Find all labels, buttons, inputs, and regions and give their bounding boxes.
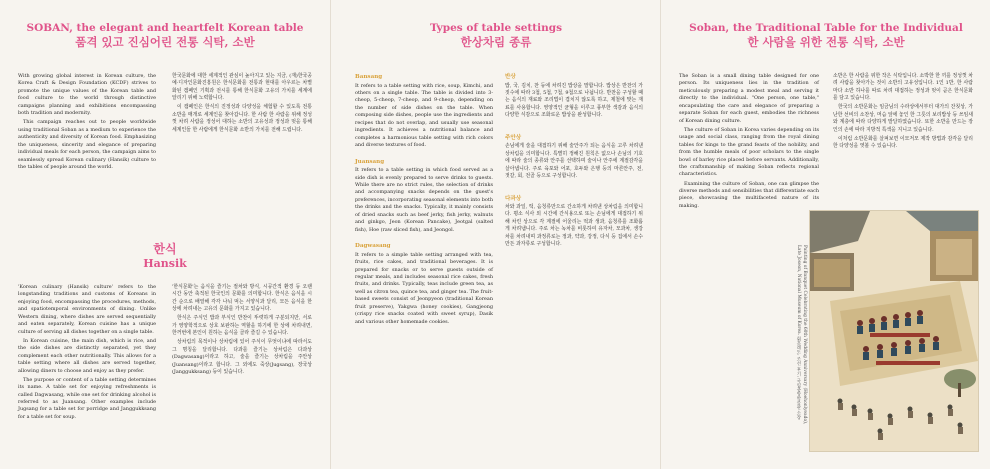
banquet-painting xyxy=(809,210,979,452)
panel-soban xyxy=(660,0,990,469)
paragraph: 한국의 소반문화는 임금님의 수라상에서부터 대가의 잔칫상, 가난한 선비의 소찬상, 머슴 앞에 놓인 한 그릇의 보리밥상 등 쓰임새와 계층에 따라 다양하게 발달하였습니다. 또한 소반을 만드는 장인의 손에 따라 지방적 특색을 지니고 있습니다. xyxy=(833,104,973,133)
panel-table-types xyxy=(330,0,660,469)
type-heading: Dagwasang xyxy=(355,243,391,250)
paragraph: 이 캠페인은 한식의 진정성과 다양성을 체험할 수 있도록 전통 소반을 매개로 세계인을 찾아갑니다. 한 사람 한 사람을 위해 정성껏 차려 사람을 정성어 대하는 소반의 고유성과 정성과 멋을 통해 세계인들 한 사람에게 한식문화 소반의 가치를 전해 드립니다. xyxy=(172,104,312,133)
paragraph: 한식은 주식인 밥과 부식인 반찬이 뚜렷하게 구분되지만, 서로가 영양학적으로 상호 보완하는 역할을 하기에 한 상에 차려내면, 한꺼번에 본인이 원하는 음식을 골라 즐길 수 있습니다. xyxy=(172,315,312,337)
intro-text-ko xyxy=(172,73,312,136)
paragraph: 상차림의 목적이나 상차림에 있어 주식이 무엇이냐에 따라서도 그 명칭을 달리합니다. 다과를 즐기는 상차림은 다과상(Dagwasang)이라고 하고, 술을 즐기는 상차림을 주안상(Juansang)이라고 합니다. 그 외에도 죽상(Jugsang), 장국상(Janggukksang) 등이 있습니다. xyxy=(172,339,312,376)
type-heading: 반상 xyxy=(505,74,516,80)
paragraph: With growing global interest in Korean culture, the Korea Craft & Design Foundation (KCDF) strives to promote the unique values of the Korean table and food culture to the world through distinctive campaigns planning and exhibitions encompassing both tradition and modernity. xyxy=(18,73,156,117)
paragraph: 한국문화에 대한 세계적인 관심이 높아지고 있는 지금, (재)한국공예·디자인문화진흥원은 한식문화를 전통과 현대를 아우르는 차별화된 캠페인 기획과 전시를 통해 한식문화 고유의 가치를 세계에 알리기 위해 노력합니다. xyxy=(172,73,312,102)
intro-title xyxy=(18,22,312,50)
types-title-ko: 한상차림 종류 xyxy=(460,35,532,50)
panel-intro xyxy=(0,0,330,469)
paragraph: The purpose or content of a table setting determines its name. A table set for enjoying refreshments is called Dagwasang, while one set for drinking alcohol is referred to as Juansang. Other examples include Jugsang for a table set for porridge and Janggukksang for a table set for soup. xyxy=(18,376,156,420)
banquet-painting-image xyxy=(810,211,978,451)
type-block-dagwasang xyxy=(355,242,493,326)
paragraph: In Korean cuisine, the main dish, which is rice, and the side dishes are distinctly separated, yet they complement each other nutritionally. This allows for a table setting where all dishes are served together, allowing diners to choose and enjoy as they prefer. xyxy=(18,337,156,374)
types-text-ko xyxy=(505,73,643,257)
type-desc: 차와 과일, 떡, 음청류만으로 간소하게 차려낸 상차림을 의미합니다. 평소 식사 외 시간에 간식용으로 또는 손님에게 대접하기 위해 차린 상으로 각 계절에 어울리는 떡과 생과, 음청류를 조화롭게 차려냅니다. 주로 차는 녹차를 비롯하여 유자차, 모과차, 생강차를 차려내며 과정류로는 정과, 약과, 강정, 다식 등 집에서 손수 만든 과자류로 구성합니다. xyxy=(505,204,643,248)
soban-title xyxy=(679,22,973,50)
type-block-juansang-ko xyxy=(505,134,643,181)
hansik-title-en: Hansik xyxy=(143,257,187,270)
soban-title-ko: 한 사람을 위한 전통 식탁, 소반 xyxy=(747,35,905,50)
type-block-bansang-ko xyxy=(505,73,643,120)
hansik-text-en xyxy=(18,284,156,423)
soban-title-en: Soban, the Traditional Table for the Individual xyxy=(689,22,963,34)
hansik-text-ko xyxy=(172,284,312,378)
hansik-title xyxy=(130,240,200,270)
type-heading: 주안상 xyxy=(505,134,522,141)
type-desc: 손님에게 술을 대접하기 위해 술안주가 되는 음식을 고루 차려낸 상차림을 의미합니다. 특별히 정해진 원칙은 없으나 손님의 기호에 따라 술의 종류와 안주를 선택하며 술이나 안주에 계절감각을 살아냅니다. 주로 육포와 어포, 호두와 은행 등의 마른안주, 전, 젓갈, 회, 전골 등으로 구성합니다. xyxy=(505,143,643,180)
hansik-title-ko: 한식 xyxy=(153,242,177,256)
type-block-juansang xyxy=(355,158,493,235)
type-desc: It refers to a table setting in which food served as a side dish is evenly prepared to serve drinks to guests. While there are no strict rules, the selection of drinks and accompanying snacks depends on the guest's preferences, incorporating seasonal elements into both the drinks and the snacks. Typically, it mainly consists of dried snacks such as beef jerky, fish jerky, walnuts and ginkgo, Jeon (Korean Pancake), Jeotgal (salted fish), Hoe (raw sliced fish), and Jeongol. xyxy=(355,167,493,233)
type-desc: It refers to a simple table setting arranged with tea, fruits, rice cakes, and traditional beverages. It is prepared for snacks or to serve guests outside of regular meals, and includes seasonal rice cakes, fresh fruits, and drinks. Typically, teas include green tea, as well as citron tea, quince tea, and ginger tea. The fruit-based sweets consist of Jeonpyeon (traditional Korean fruit preserve), Yakgwa (honey cookies), Gangjeong (crispy rice snacks coated with sweet syrup), Dasik and various other homemade cookies. xyxy=(355,251,493,325)
paragraph: 소반은 한 사람을 위한 작은 식탁입니다. 소박한 한 끼를 정성껏 차려 사람을 찾아가는 것이 소반의 고유성입니다. 1인 1반, 한 사람마다 소반 하나를 따로 차려 대접하는 정성과 멋이 곧은 한식문화를 담고 있습니다. xyxy=(833,73,973,102)
type-heading: Juansang xyxy=(355,158,385,165)
intro-title-en: SOBAN, the elegant and heartfelt Korean table xyxy=(26,22,304,34)
type-heading: Bansang xyxy=(355,74,383,80)
types-title-en: Types of table settings xyxy=(429,22,562,34)
paragraph: Examining the culture of Soban, one can glimpse the diverse methods and sensibilities that differentiate each piece, showcasing the multifaceted nature of its making. xyxy=(679,180,819,209)
paragraph: 이처럼 소반문화를 살펴보면 이모저모 제작 방법과 감각을 달리한 다양성을 엿볼 수 있습니다. xyxy=(833,135,973,150)
intro-text-en xyxy=(18,73,156,173)
soban-text-en xyxy=(679,73,819,212)
types-title xyxy=(349,22,643,50)
paragraph: '한식문화'는 음식을 즐기는 절차와 방식, 시공간적 환경 등 오랜 시간 동안 축적된 한국인의 문화를 의미합니다. 한식은 음식을 시간 순으로 배열해 각각 나눠 먹는 서양식과 달리, 모든 음식을 한 상에 차려내는 고유의 문화를 가지고 있습니다. xyxy=(172,284,312,313)
paragraph: The culture of Soban in Korea varies depending on its usage and social class, ranging from the royal dining tables for kings to the grand feasts of the nobility, and from the humble meals of poor scholars to the single bowl of barley rice placed before servants. Additionally, the craftsmanship of making Soban reflects regional characteristics. xyxy=(679,126,819,178)
paragraph: This campaign reaches out to people worldwide using traditional Soban as a medium to experience the authenticity and diversity of Korean food. Emphasizing the uniqueness, sincerity and elegance of preparing individual meals for each person, the campaign aims to seamlessly spread Korean culinary (Hansik) culture to the tables of people around the world. xyxy=(18,119,156,171)
intro-title-ko: 품격 있고 진심어린 전통 식탁, 소반 xyxy=(75,35,255,50)
type-desc: 밥, 국, 김치, 찬 등에 차려진 밥상을 말합니다. 밥상은 반찬의 가짓수에 따라 3첩, 5첩, 7첩, 9첩으로 나뉩니다. 반찬을 구성할 때는 음식의 재료와 조리법이 겹치지 않도록 하고, 제철에 맞는 재료를 사용합니다. 영양적인 균형을 이루고 풍부한 색감과 음식의 다양한 식감으로 조화로운 밥상을 완성합니다. xyxy=(505,82,643,119)
type-desc: It refers to a table setting with rice, soup, Kimchi, and others on a single table. The table is divided into 3-cheop, 5-cheop, 7-cheop, and 9-cheop, depending on the number of side dishes on the table. When composing side dishes, people use the ingredients and recipes that do not overlap, and usually use seasonal ingredients. It achieves a nutritional balance and completes a harmonious table setting with rich colors and diverse textures of food. xyxy=(355,82,493,149)
type-heading: 다과상 xyxy=(505,195,522,202)
painting-caption: Painting of Banquet Celebrating the 60th Wedding Anniversary (Hoehonlyeado), Late Joseon, National Museum of Korea. 회혼례도, 조선 후기, 국립중앙박물관 소장 xyxy=(795,245,807,425)
soban-text-ko xyxy=(833,73,973,152)
type-block-dagwasang-ko xyxy=(505,195,643,249)
types-text-en xyxy=(355,73,493,334)
paragraph: The Soban is a small dining table designed for one person. Its uniqueness lies in the tradition of meticulously preparing a modest meal and serving it directly to the individual. "One person, one table," encapsulating the care and elegance of preparing a separate Soban for each guest, embodies the richness of Korean dining culture. xyxy=(679,73,819,124)
paragraph: 'Korean culinary (Hansik) culture' refers to the longstanding traditions and customs of Koreans in enjoying food, encompassing the procedures, methods, and spatiotemporal environments of dining. Unlike Western dining, where dishes are served sequentially and eaten separately, Korean cuisine has a unique culture of serving all dishes together on a single table. xyxy=(18,284,156,335)
type-block-bansang xyxy=(355,73,493,150)
